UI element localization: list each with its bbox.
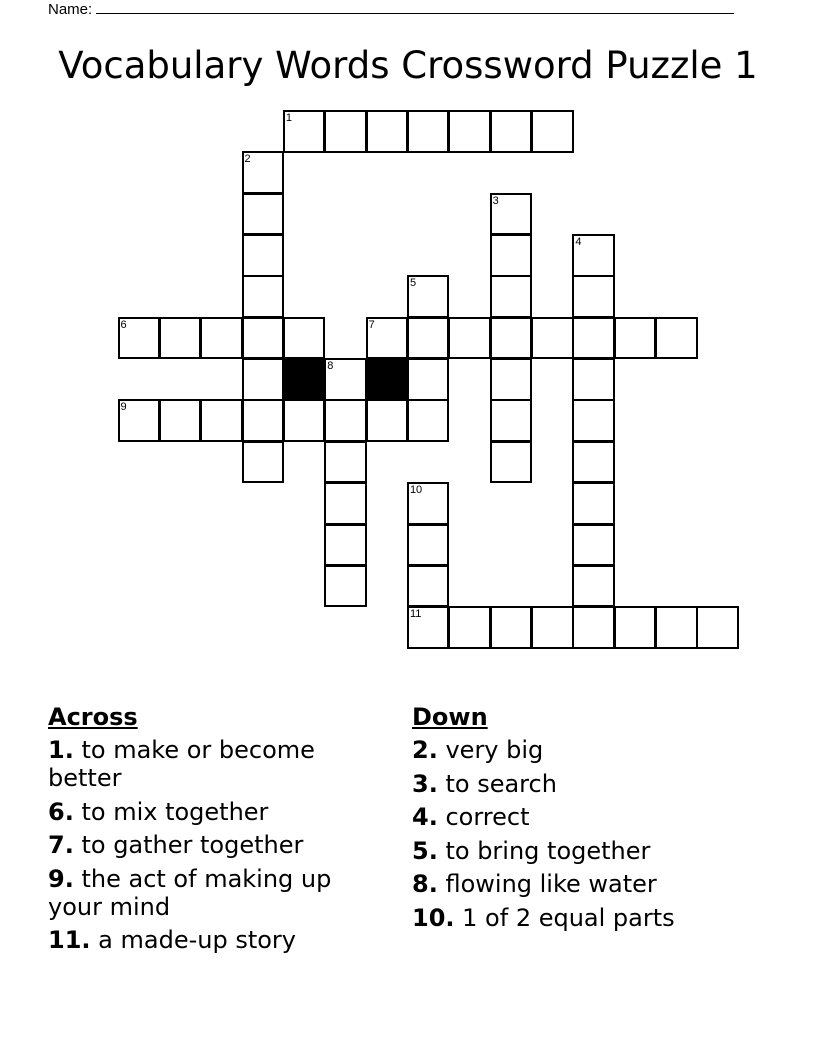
- grid-cell[interactable]: [572, 441, 615, 484]
- grid-cell[interactable]: [407, 565, 450, 608]
- grid-cell[interactable]: [490, 317, 533, 360]
- grid-cell[interactable]: [490, 358, 533, 401]
- clue-number: 9.: [48, 864, 74, 893]
- clue-text: very big: [445, 736, 544, 764]
- grid-cell[interactable]: [324, 482, 367, 525]
- grid-cell[interactable]: [283, 110, 326, 153]
- clue-down-10: [412, 904, 742, 932]
- clue-text: flowing like water: [445, 870, 657, 898]
- grid-cell[interactable]: [200, 317, 243, 360]
- grid-cell[interactable]: [490, 606, 533, 649]
- grid-cell[interactable]: [324, 441, 367, 484]
- clue-across-7: [48, 831, 368, 859]
- grid-cell[interactable]: [118, 399, 161, 442]
- clue-text: to search: [445, 769, 557, 798]
- grid-cell[interactable]: [572, 565, 615, 608]
- clue-number-label: 6: [120, 318, 127, 331]
- grid-cell[interactable]: [200, 399, 243, 442]
- clue-across-1: [48, 736, 368, 792]
- clue-number-label: 3: [492, 194, 499, 207]
- grid-cell[interactable]: [242, 151, 285, 194]
- grid-cell[interactable]: [614, 606, 657, 649]
- grid-cell[interactable]: [324, 399, 367, 442]
- grid-cell[interactable]: [407, 606, 450, 649]
- clue-number-label: 8: [327, 360, 334, 373]
- grid-cell[interactable]: [490, 399, 533, 442]
- grid-cell[interactable]: [324, 524, 367, 567]
- grid-cell[interactable]: [490, 234, 533, 277]
- clue-text: correct: [445, 803, 530, 831]
- grid-cell[interactable]: [655, 606, 698, 649]
- down-heading: Down: [412, 703, 488, 731]
- grid-cell[interactable]: [242, 193, 285, 236]
- grid-cell[interactable]: [572, 358, 615, 401]
- clue-down-4: [412, 803, 742, 831]
- clue-text: the act of making up your mind: [48, 864, 332, 921]
- clue-number-label: 11: [409, 608, 422, 621]
- grid-cell[interactable]: [572, 317, 615, 360]
- grid-cell[interactable]: [407, 317, 450, 360]
- grid-cell[interactable]: [324, 565, 367, 608]
- grid-cell[interactable]: [159, 399, 202, 442]
- grid-cell[interactable]: [448, 606, 491, 649]
- clue-number: 4.: [412, 803, 438, 831]
- grid-cell[interactable]: [407, 358, 450, 401]
- grid-cell[interactable]: [490, 110, 533, 153]
- clue-number: 10.: [412, 903, 455, 932]
- clue-number: 6.: [48, 797, 74, 826]
- clue-number-label: 5: [409, 277, 417, 290]
- clue-number: 1.: [48, 736, 74, 764]
- grid-cell[interactable]: [448, 317, 491, 360]
- down-clues: [412, 702, 742, 937]
- grid-cell[interactable]: [572, 399, 615, 442]
- grid-cell[interactable]: [407, 110, 450, 153]
- page-title: Vocabulary Words Crossword Puzzle 1: [58, 44, 758, 87]
- grid-cell[interactable]: [366, 399, 409, 442]
- black-cell: [283, 358, 326, 401]
- grid-cell[interactable]: [490, 193, 533, 236]
- grid-cell[interactable]: [531, 110, 574, 153]
- grid-cell[interactable]: [531, 606, 574, 649]
- grid-cell[interactable]: [118, 317, 161, 360]
- clue-across-11: [48, 926, 368, 954]
- clue-across-9: [48, 865, 368, 921]
- clue-number-label: 2: [244, 153, 251, 166]
- grid-cell[interactable]: [242, 358, 285, 401]
- grid-cell[interactable]: [366, 110, 409, 153]
- clue-number: 7.: [48, 831, 74, 859]
- grid-cell[interactable]: [572, 234, 615, 277]
- grid-cell[interactable]: [572, 275, 615, 318]
- grid-cell[interactable]: [655, 317, 698, 360]
- clue-number-label: 7: [368, 318, 375, 331]
- grid-cell[interactable]: [531, 317, 574, 360]
- grid-cell[interactable]: [614, 317, 657, 360]
- grid-cell[interactable]: [324, 358, 367, 401]
- clue-number-label: 10: [409, 484, 423, 497]
- clue-number: 5.: [412, 836, 438, 865]
- grid-cell[interactable]: [696, 606, 739, 649]
- grid-cell[interactable]: [242, 317, 285, 360]
- grid-cell[interactable]: [490, 441, 533, 484]
- across-clues: [48, 702, 368, 960]
- grid-cell[interactable]: [283, 399, 326, 442]
- grid-cell[interactable]: [242, 399, 285, 442]
- grid-cell[interactable]: [448, 110, 491, 153]
- clue-text: a made-up story: [98, 926, 296, 954]
- clue-text: to make or become better: [48, 736, 315, 792]
- grid-cell[interactable]: [242, 275, 285, 318]
- clue-across-6: [48, 798, 368, 826]
- clue-number-label: 9: [120, 401, 127, 414]
- grid-cell[interactable]: [366, 317, 409, 360]
- clue-down-3: [412, 770, 742, 798]
- clue-text: to gather together: [81, 831, 304, 859]
- clue-number: 3.: [412, 769, 438, 798]
- black-cell: [366, 358, 409, 401]
- clue-number-label: 4: [575, 236, 582, 249]
- grid-cell[interactable]: [572, 482, 615, 525]
- grid-cell[interactable]: [324, 110, 367, 153]
- clue-text: to bring together: [445, 836, 651, 865]
- clue-number: 8.: [412, 870, 438, 898]
- grid-cell[interactable]: [242, 234, 285, 277]
- name-label: Name:: [48, 1, 93, 18]
- clue-number: 11.: [48, 926, 91, 954]
- clue-number-label: 1: [285, 112, 293, 124]
- clue-number: 2.: [412, 736, 438, 764]
- clue-down-5: [412, 837, 742, 865]
- grid-cell[interactable]: [407, 482, 450, 525]
- grid-cell[interactable]: [407, 399, 450, 442]
- grid-cell[interactable]: [572, 524, 615, 567]
- grid-cell[interactable]: [283, 317, 326, 360]
- across-heading: Across: [48, 703, 138, 731]
- grid-cell[interactable]: [490, 275, 533, 318]
- grid-cell[interactable]: [407, 275, 450, 318]
- clue-text: 1 of 2 equal parts: [462, 903, 675, 932]
- grid-cell[interactable]: [159, 317, 202, 360]
- grid-cell[interactable]: [407, 524, 450, 567]
- grid-cell[interactable]: [572, 606, 615, 649]
- clue-text: to mix together: [81, 797, 269, 826]
- clue-down-8: [412, 870, 742, 898]
- grid-cell[interactable]: [242, 441, 285, 484]
- clue-down-2: [412, 736, 742, 764]
